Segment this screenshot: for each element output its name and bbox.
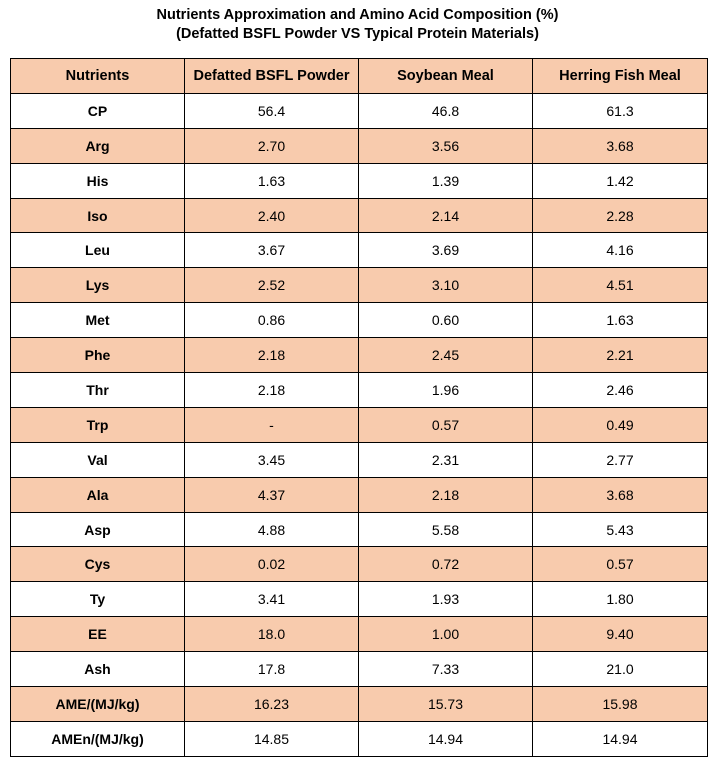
row-label: Leu xyxy=(11,233,185,268)
table-row xyxy=(11,512,708,547)
cell-soybean-meal: 2.31 xyxy=(359,442,533,477)
cell-soybean-meal: 7.33 xyxy=(359,652,533,687)
cell-herring-fish-meal: 1.80 xyxy=(533,582,708,617)
header-nutrients: Nutrients xyxy=(11,59,185,94)
row-label: Iso xyxy=(11,198,185,233)
cell-herring-fish-meal: 3.68 xyxy=(533,477,708,512)
table-title xyxy=(0,6,715,44)
cell-soybean-meal: 1.93 xyxy=(359,582,533,617)
table-row xyxy=(11,93,708,128)
cell-defatted-bsfl: 17.8 xyxy=(185,652,359,687)
cell-herring-fish-meal: 21.0 xyxy=(533,652,708,687)
cell-herring-fish-meal: 2.21 xyxy=(533,338,708,373)
table-row xyxy=(11,442,708,477)
cell-defatted-bsfl: - xyxy=(185,407,359,442)
cell-soybean-meal: 3.10 xyxy=(359,268,533,303)
row-label: Arg xyxy=(11,128,185,163)
row-label: His xyxy=(11,163,185,198)
table-row xyxy=(11,233,708,268)
cell-herring-fish-meal: 2.28 xyxy=(533,198,708,233)
cell-herring-fish-meal: 61.3 xyxy=(533,93,708,128)
cell-herring-fish-meal: 0.57 xyxy=(533,547,708,582)
row-label: Val xyxy=(11,442,185,477)
row-label: Lys xyxy=(11,268,185,303)
row-label: EE xyxy=(11,617,185,652)
table-row xyxy=(11,477,708,512)
nutrients-table xyxy=(10,58,708,757)
cell-herring-fish-meal: 5.43 xyxy=(533,512,708,547)
cell-soybean-meal: 1.96 xyxy=(359,373,533,408)
cell-herring-fish-meal: 2.46 xyxy=(533,373,708,408)
header-herring-fish-meal: Herring Fish Meal xyxy=(533,59,708,94)
table-row xyxy=(11,268,708,303)
cell-soybean-meal: 1.00 xyxy=(359,617,533,652)
cell-defatted-bsfl: 1.63 xyxy=(185,163,359,198)
cell-defatted-bsfl: 18.0 xyxy=(185,617,359,652)
cell-defatted-bsfl: 0.86 xyxy=(185,303,359,338)
cell-defatted-bsfl: 16.23 xyxy=(185,687,359,722)
row-label: Ash xyxy=(11,652,185,687)
cell-herring-fish-meal: 0.49 xyxy=(533,407,708,442)
table-row xyxy=(11,652,708,687)
cell-soybean-meal: 3.56 xyxy=(359,128,533,163)
table-row xyxy=(11,617,708,652)
cell-soybean-meal: 0.57 xyxy=(359,407,533,442)
table-row xyxy=(11,582,708,617)
table-row xyxy=(11,338,708,373)
cell-herring-fish-meal: 1.63 xyxy=(533,303,708,338)
cell-herring-fish-meal: 1.42 xyxy=(533,163,708,198)
cell-herring-fish-meal: 2.77 xyxy=(533,442,708,477)
table-row xyxy=(11,128,708,163)
cell-defatted-bsfl: 2.52 xyxy=(185,268,359,303)
row-label: Ala xyxy=(11,477,185,512)
table-row xyxy=(11,547,708,582)
cell-herring-fish-meal: 4.51 xyxy=(533,268,708,303)
row-label: AME/(MJ/kg) xyxy=(11,687,185,722)
cell-soybean-meal: 3.69 xyxy=(359,233,533,268)
cell-defatted-bsfl: 56.4 xyxy=(185,93,359,128)
cell-defatted-bsfl: 2.40 xyxy=(185,198,359,233)
title-line-2: (Defatted BSFL Powder VS Typical Protein Materials) xyxy=(176,26,539,42)
table-row xyxy=(11,373,708,408)
cell-defatted-bsfl: 2.18 xyxy=(185,373,359,408)
cell-defatted-bsfl: 3.45 xyxy=(185,442,359,477)
row-label: CP xyxy=(11,93,185,128)
cell-defatted-bsfl: 4.37 xyxy=(185,477,359,512)
row-label: Phe xyxy=(11,338,185,373)
cell-soybean-meal: 0.72 xyxy=(359,547,533,582)
row-label: Cys xyxy=(11,547,185,582)
cell-soybean-meal: 14.94 xyxy=(359,721,533,756)
table-row xyxy=(11,163,708,198)
cell-defatted-bsfl: 4.88 xyxy=(185,512,359,547)
cell-herring-fish-meal: 3.68 xyxy=(533,128,708,163)
row-label: Thr xyxy=(11,373,185,408)
cell-soybean-meal: 0.60 xyxy=(359,303,533,338)
cell-herring-fish-meal: 4.16 xyxy=(533,233,708,268)
row-label: Ty xyxy=(11,582,185,617)
cell-soybean-meal: 5.58 xyxy=(359,512,533,547)
row-label: Asp xyxy=(11,512,185,547)
cell-defatted-bsfl: 3.67 xyxy=(185,233,359,268)
row-label: Trp xyxy=(11,407,185,442)
cell-defatted-bsfl: 0.02 xyxy=(185,547,359,582)
table-row xyxy=(11,407,708,442)
cell-defatted-bsfl: 3.41 xyxy=(185,582,359,617)
cell-soybean-meal: 46.8 xyxy=(359,93,533,128)
header-defatted-bsfl-powder: Defatted BSFL Powder xyxy=(185,59,359,94)
cell-defatted-bsfl: 2.70 xyxy=(185,128,359,163)
cell-soybean-meal: 2.14 xyxy=(359,198,533,233)
cell-herring-fish-meal: 9.40 xyxy=(533,617,708,652)
cell-soybean-meal: 1.39 xyxy=(359,163,533,198)
row-label: AMEn/(MJ/kg) xyxy=(11,721,185,756)
table-row xyxy=(11,687,708,722)
cell-herring-fish-meal: 15.98 xyxy=(533,687,708,722)
row-label: Met xyxy=(11,303,185,338)
table-row xyxy=(11,721,708,756)
title-line-1: Nutrients Approximation and Amino Acid Composition (%) xyxy=(156,7,559,23)
table-body xyxy=(11,93,708,756)
header-soybean-meal: Soybean Meal xyxy=(359,59,533,94)
cell-defatted-bsfl: 14.85 xyxy=(185,721,359,756)
cell-soybean-meal: 2.18 xyxy=(359,477,533,512)
cell-soybean-meal: 2.45 xyxy=(359,338,533,373)
table-row xyxy=(11,198,708,233)
table-row xyxy=(11,303,708,338)
cell-soybean-meal: 15.73 xyxy=(359,687,533,722)
cell-defatted-bsfl: 2.18 xyxy=(185,338,359,373)
cell-herring-fish-meal: 14.94 xyxy=(533,721,708,756)
header-row xyxy=(11,59,708,94)
